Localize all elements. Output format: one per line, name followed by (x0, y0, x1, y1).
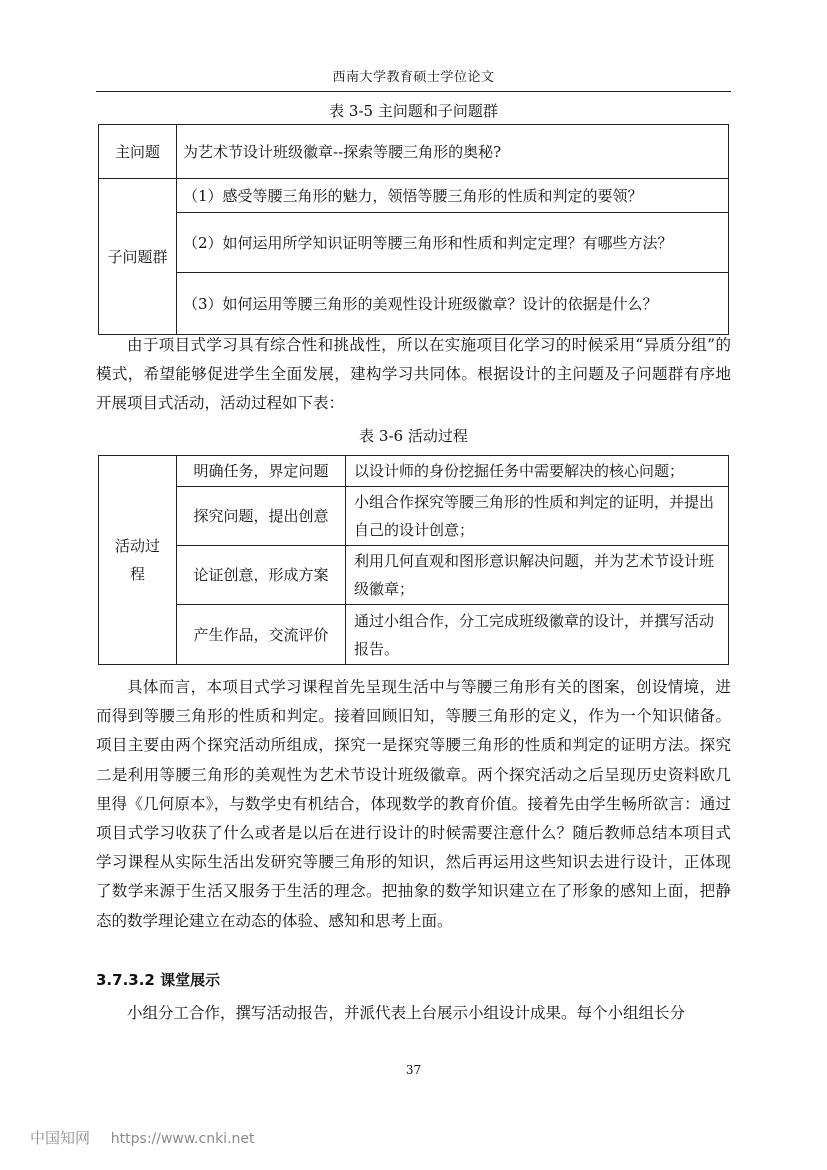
section-heading: 3.7.3.2 课堂展示 (96, 971, 221, 989)
sub-question-3: （3）如何运用等腰三角形的美观性设计班级徽章？设计的依据是什么？ (177, 273, 729, 335)
paragraph-presentation: 小组分工合作，撰写活动报告，并派代表上台展示小组设计成果。每个小组组长分 (127, 1004, 686, 1022)
activity-process-label (99, 456, 177, 665)
step-desc: 以设计师的身份挖掘任务中需要解决的核心问题； (346, 456, 729, 487)
running-header: 西南大学教育硕士学位论文 (332, 70, 495, 85)
main-question-label: 主问题 (99, 125, 177, 179)
step-name: 论证创意，形成方案 (177, 546, 346, 605)
sub-question-2: （2）如何运用所学知识证明等腰三角形和性质和判定定理？有哪些方法？ (177, 213, 729, 273)
header-rule (96, 91, 731, 92)
step-desc: 小组合作探究等腰三角形的性质和判定的证明，并提出自己的设计创意； (346, 487, 729, 546)
main-question-text: 为艺术节设计班级徽章--探索等腰三角形的奥秘? (177, 125, 729, 179)
page-number: 37 (405, 1063, 422, 1077)
step-name: 探究问题，提出创意 (177, 487, 346, 546)
footer-brand: 中国知网 (30, 1129, 91, 1147)
sub-questions-label: 子问题群 (99, 179, 177, 335)
footer-watermark (30, 1127, 255, 1148)
table-3-5-caption: 表 3-5 主问题和子问题群 (329, 102, 498, 120)
step-desc: 通过小组合作，分工完成班级徽章的设计，并撰写活动报告。 (346, 605, 729, 665)
step-name: 明确任务，界定问题 (177, 456, 346, 487)
activity-process-label-text: 活动过程 (114, 537, 160, 583)
paragraph-grouping: 由于项目式学习具有综合性和挑战性，所以在实施项目化学习的时候采用“异质分组”的模式，希望能够促进学生全面发展，建构学习共同体。根据设计的主问题及子问题群有序地开展项目式活动，活动过程如下表： (96, 336, 731, 413)
step-name: 产生作品，交流评价 (177, 605, 346, 665)
table-3-6-caption: 表 3-6 活动过程 (359, 427, 468, 445)
table-3-5 (98, 124, 729, 335)
table-3-6 (98, 455, 729, 665)
paragraph-course-summary: 具体而言，本项目式学习课程首先呈现生活中与等腰三角形有关的图案，创设情境，进而得到等腰三角形的性质和判定。接着回顾旧知，等腰三角形的定义，作为一个知识储备。项目主要由两个探究活动所组成，探究一是探究等腰三角形的性质和判定的证明方法。探究二是利用等腰三角形的美观性为艺术节设计班级徽章。两个探究活动之后呈现历史资料欧几里得《几何原本》，与数学史有机结合，体现数学的教育价值。接着先由学生畅所欲言：通过项目式学习收获了什么或者是以后在进行设计的时候需要注意什么？随后教师总结本项目式学习课程从实际生活出发研究等腰三角形的知识，然后再运用这些知识去进行设计，正体现了数学来源于生活又服务于生活的理念。把抽象的数学知识建立在了形象的感知上面，把静态的数学理论建立在动态的体验、感知和思考上面。 (96, 678, 731, 930)
sub-question-1: （1）感受等腰三角形的魅力，领悟等腰三角形的性质和判定的要领？ (177, 179, 729, 213)
footer-url: https://www.cnki.net (110, 1131, 255, 1147)
step-desc: 利用几何直观和图形意识解决问题，并为艺术节设计班级徽章； (346, 546, 729, 605)
